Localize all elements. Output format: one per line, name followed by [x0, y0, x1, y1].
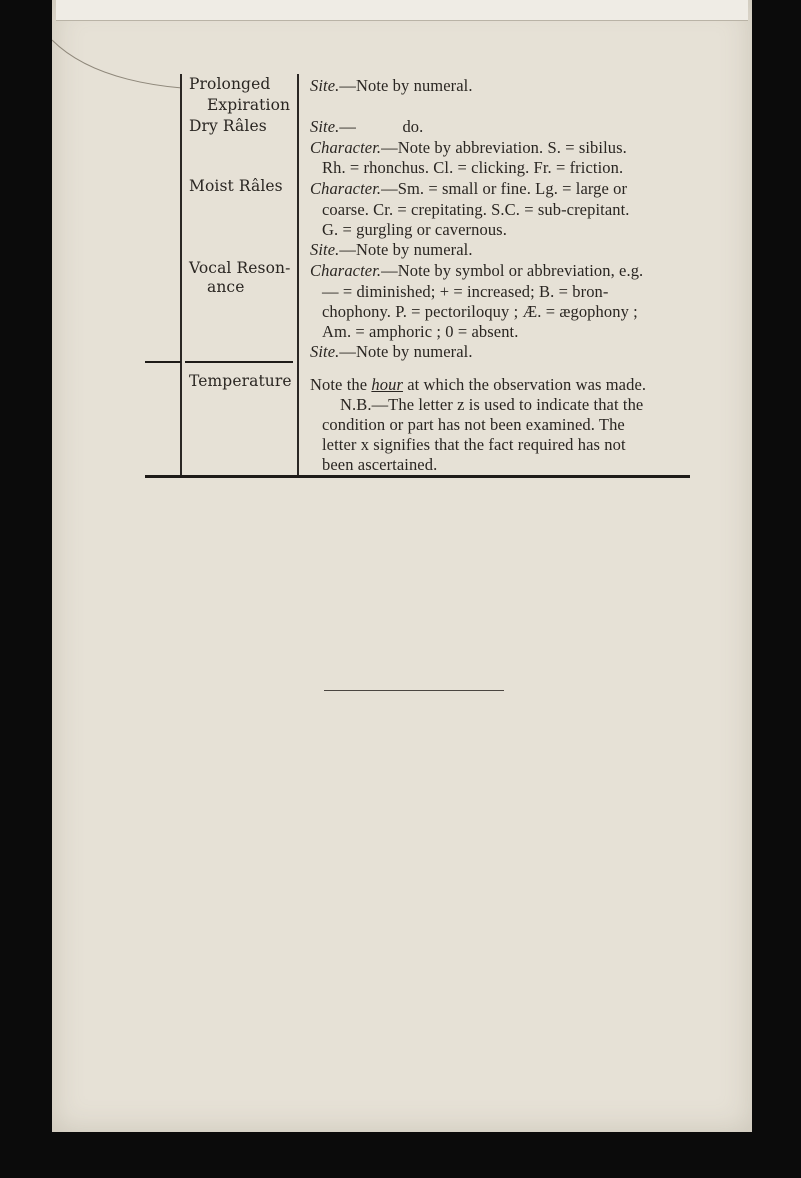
desc-nb-line-4: been ascertained.	[322, 455, 438, 474]
section-divider-label	[185, 361, 293, 363]
desc-vocal-character-2: — = diminished; + = increased; B. = bron-	[322, 282, 609, 301]
desc-vocal-character-1: Character.—Note by symbol or abbreviation, e.g.	[310, 261, 644, 280]
label-dry-rales: Dry Râles	[189, 117, 267, 135]
label-column-left-rule	[180, 74, 182, 476]
table-bottom-rule	[145, 475, 690, 478]
label-temperature: Temperature	[189, 372, 292, 390]
page-top-edge	[56, 0, 748, 21]
section-divider	[145, 361, 181, 363]
book-page	[52, 0, 752, 1132]
label-vocal-reson: Vocal Reson-	[189, 259, 291, 277]
desc-vocal-character-3: chophony. P. = pectoriloquy ; Æ. = ægophony ;	[322, 302, 638, 321]
label-moist-rales: Moist Râles	[189, 177, 283, 195]
desc-moist-site: Site.—Note by numeral.	[310, 240, 473, 259]
label-prolonged: Prolonged	[189, 75, 271, 93]
desc-dry-site: Site.— do.	[310, 117, 424, 136]
desc-vocal-site: Site.—Note by numeral.	[310, 342, 473, 361]
desc-nb-line-2: condition or part has not been examined. The	[322, 415, 625, 434]
desc-moist-character-3: G. = gurgling or cavernous.	[322, 220, 507, 239]
desc-dry-character-2: Rh. = rhonchus. Cl. = clicking. Fr. = friction.	[322, 158, 624, 177]
closing-rule	[324, 690, 504, 691]
desc-expiration-site: Site.—Note by numeral.	[310, 76, 473, 95]
label-expiration: Expiration	[207, 96, 291, 114]
desc-temperature-note: Note the hour at which the observation was made.	[310, 375, 647, 394]
desc-dry-character-1: Character.—Note by abbreviation. S. = sibilus.	[310, 138, 627, 157]
label-ance: ance	[207, 278, 245, 296]
label-column-right-rule	[297, 74, 299, 476]
desc-moist-character-2: coarse. Cr. = crepitating. S.C. = sub-crepitant.	[322, 200, 630, 219]
desc-vocal-character-4: Am. = amphoric ; 0 = absent.	[322, 322, 519, 341]
desc-moist-character-1: Character.—Sm. = small or fine. Lg. = large or	[310, 179, 628, 198]
desc-nb-line-3: letter x signifies that the fact required has not	[322, 435, 626, 454]
torn-corner-mark	[52, 20, 192, 90]
desc-nb-line-1: N.B.—The letter z is used to indicate that the	[340, 395, 644, 414]
